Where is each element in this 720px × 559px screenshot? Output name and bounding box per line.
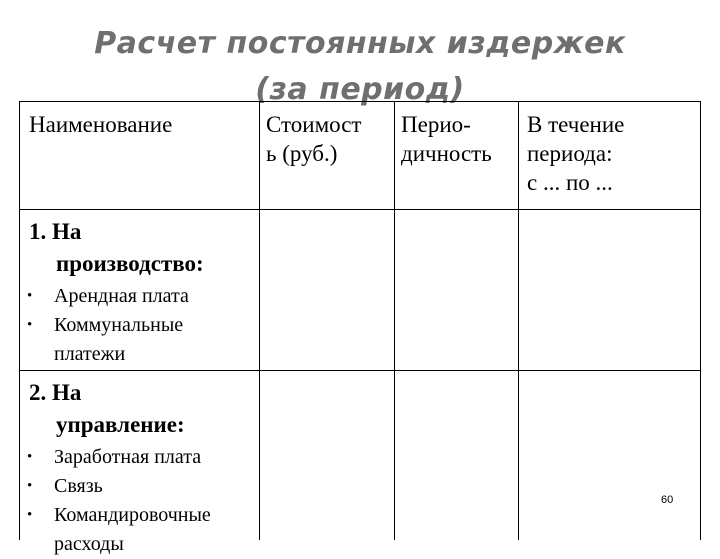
header-during-period <box>527 110 624 197</box>
header-cost <box>266 110 361 168</box>
list-item <box>27 472 259 501</box>
column-divider-3 <box>518 101 519 540</box>
list-item-label: Связь <box>54 475 103 497</box>
header-separator <box>19 209 701 210</box>
slide-title: Расчет постоянных издержек <box>94 26 626 61</box>
column-divider-1 <box>259 101 260 540</box>
header-periodicity <box>401 110 492 168</box>
header-during-line1: В течение <box>527 112 625 137</box>
list-item <box>27 311 259 369</box>
section-management-title <box>29 377 185 441</box>
header-during-line2: периода: <box>527 141 613 166</box>
section-management-line1: 2. На <box>29 380 82 405</box>
list-item-label: Коммунальные платежи <box>54 314 184 365</box>
column-divider-2 <box>394 101 395 540</box>
list-item <box>27 282 259 311</box>
header-cost-line1: Стоимост <box>266 112 362 137</box>
bullet-icon: • <box>27 317 33 333</box>
bullet-icon: • <box>27 449 33 465</box>
list-item-label: Заработная плата <box>54 446 202 468</box>
list-item-label: Арендная плата <box>54 285 189 307</box>
section-production-line1: 1. На <box>29 219 82 244</box>
header-period-line1: Перио- <box>401 112 471 137</box>
section-management-line2: управление: <box>56 412 185 437</box>
bullet-icon: • <box>27 507 33 523</box>
section-production-title <box>29 216 204 280</box>
section-production-line2: производство: <box>56 251 204 276</box>
header-name: Наименование <box>29 112 173 137</box>
page-number: 60 <box>661 494 674 506</box>
row-separator <box>19 370 701 371</box>
list-item-label: Командировочные расходы <box>54 504 211 555</box>
header-during-line3: с ... по ... <box>527 170 613 195</box>
header-cost-line2: ь (руб.) <box>266 141 338 166</box>
slide-subtitle: (за период) <box>255 72 465 107</box>
header-period-line2: дичность <box>401 141 492 166</box>
bullet-icon: • <box>27 288 33 304</box>
bullet-icon: • <box>27 478 33 494</box>
list-item <box>27 443 259 472</box>
list-item <box>27 501 259 559</box>
